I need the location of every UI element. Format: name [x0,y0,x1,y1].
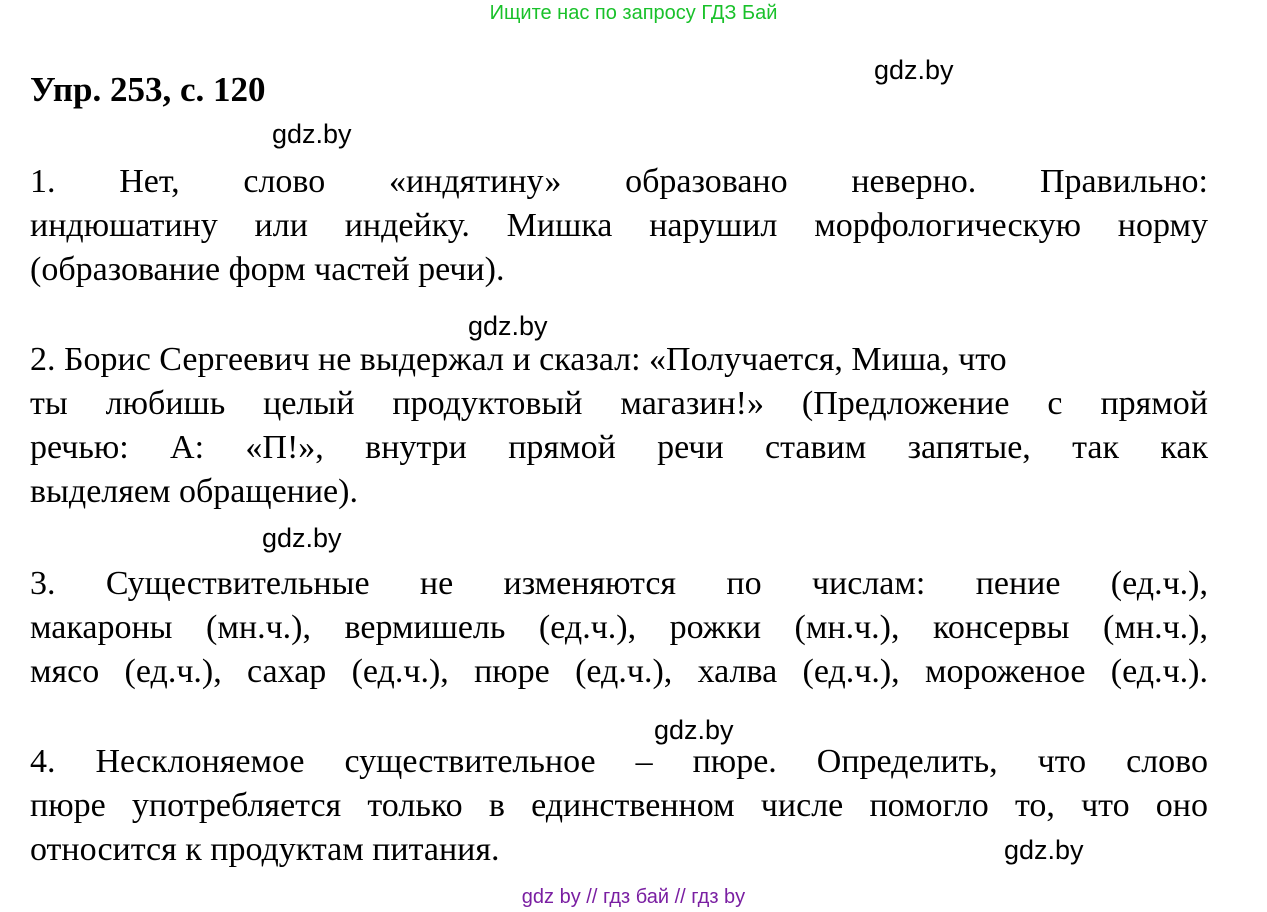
paragraph-line: мясо (ед.ч.), сахар (ед.ч.), пюре (ед.ч.), халва (ед.ч.), мороженое (ед.ч.). [30,653,1208,690]
watermark-6: gdz.by [1004,835,1084,865]
paragraph-line: выделяем обращение). [30,473,358,510]
paragraph-4 [30,740,1208,872]
paragraph-3 [30,562,1208,694]
paragraph-line: относится к продуктам питания. [30,831,500,868]
footer-links[interactable]: gdz by // гдз бай // гдз by [521,886,746,908]
watermark-4: gdz.by [262,523,342,553]
paragraph-line: макароны (мн.ч.), вермишель (ед.ч.), рожки (мн.ч.), консервы (мн.ч.), [30,609,1208,646]
paragraph-line: пюре употребляется только в единственном числе помогло то, что оно [30,787,1208,824]
paragraph-line: ты любишь целый продуктовый магазин!» (Предложение с прямой [30,385,1208,422]
paragraph-line: 4. Несклоняемое существительное – пюре. Определить, что слово [30,743,1208,780]
paragraph-line: 3. Существительные не изменяются по числам: пение (ед.ч.), [30,565,1208,602]
watermark-5: gdz.by [654,715,734,745]
page-title: Упр. 253, с. 120 [30,70,266,109]
paragraph-2 [30,338,1208,514]
top-banner[interactable]: Ищите нас по запросу ГДЗ Бай [489,2,778,24]
paragraph-line: 2. Борис Сергеевич не выдержал и сказал: «Получается, Миша, что [30,341,1007,378]
paragraph-line: 1. Нет, слово «индятину» образовано неверно. Правильно: [30,163,1208,200]
paragraph-line: (образование форм частей речи). [30,251,505,288]
paragraph-line: индюшатину или индейку. Мишка нарушил морфологическую норму [30,207,1208,244]
watermark-2: gdz.by [272,119,352,149]
watermark-3: gdz.by [468,311,548,341]
paragraph-line: речью: А: «П!», внутри прямой речи ставим запятые, так как [30,429,1208,466]
paragraph-1 [30,160,1208,292]
watermark-1: gdz.by [874,55,954,85]
